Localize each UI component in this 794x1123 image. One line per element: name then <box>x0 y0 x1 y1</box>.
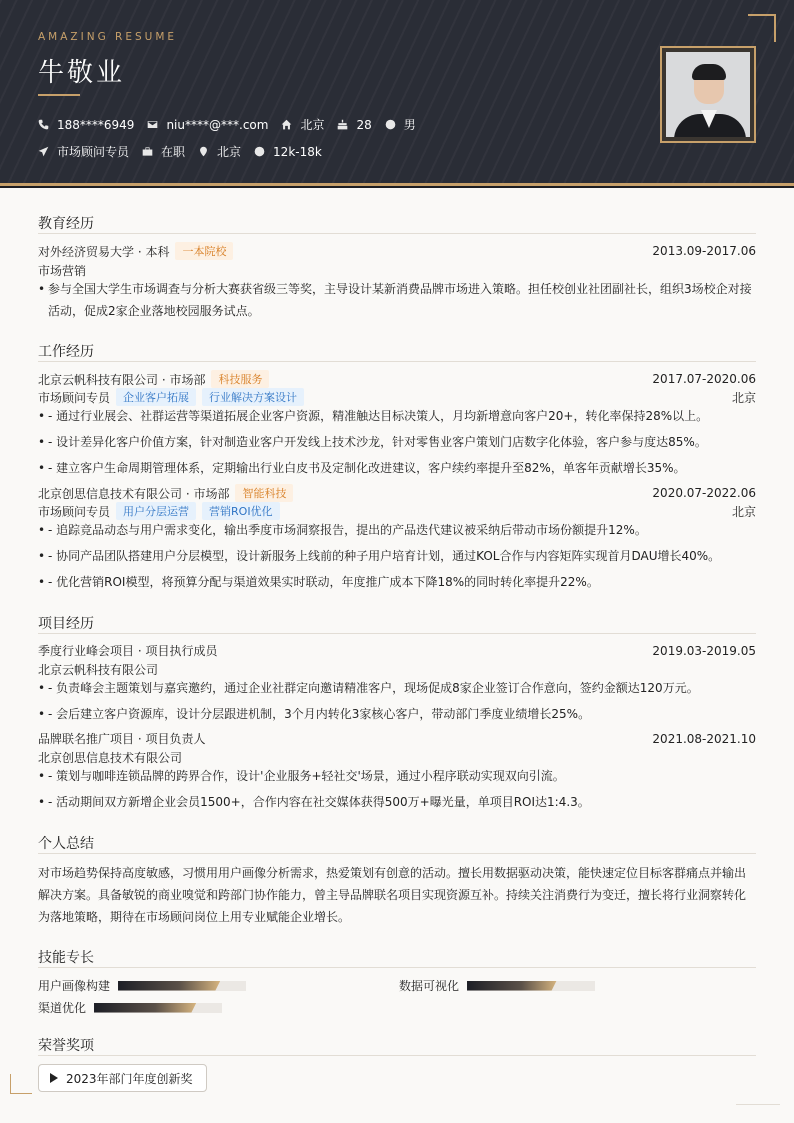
skill-bar-fill <box>118 981 220 991</box>
job-bullet-text: - 设计差异化客户价值方案，针对制造业客户开发线上技术沙龙，针对零售业客户策划门店数字化体验，客户参与度达85%。 <box>48 435 707 449</box>
section-divider <box>38 233 756 234</box>
education-dates: 2013.09-2017.06 <box>652 244 756 258</box>
corner-ornament <box>748 14 776 42</box>
gender-text: 男 <box>403 118 416 132</box>
job-role-row <box>38 388 756 406</box>
bullet-dot: • <box>38 575 46 589</box>
candidate-name: 牛敬业 <box>38 58 126 88</box>
email-item <box>147 118 268 132</box>
phone-item <box>38 118 134 132</box>
school-name: 对外经济贸易大学 · 本科 <box>38 244 170 259</box>
corner-ornament <box>10 1074 32 1094</box>
skill-bar-fill <box>94 1003 196 1013</box>
location-text: 北京 <box>300 118 325 132</box>
section-title-education: 教育经历 <box>38 216 94 232</box>
map-pin-icon <box>198 146 209 157</box>
home-icon <box>281 119 292 130</box>
bullet-dot: • <box>38 795 46 809</box>
award-text: 2023年部门年度创新奖 <box>66 1071 193 1086</box>
section-divider <box>38 633 756 634</box>
skill-name: 数据可视化 <box>399 979 460 993</box>
cake-icon <box>337 119 348 130</box>
skill-name: 渠道优化 <box>38 1001 87 1015</box>
bullet-dot: • <box>38 549 46 563</box>
footer-rule <box>736 1104 780 1105</box>
bullet-dot: • <box>38 409 46 423</box>
job-bullet-text: - 优化营销ROI模型，将预算分配与渠道效果实时联动，年度推广成本下降18%的同时转化率提升22%。 <box>48 575 599 589</box>
job-bullet <box>38 571 756 593</box>
bullet-dot: • <box>38 769 46 783</box>
summary-text: 对市场趋势保持高度敏感，习惯用用户画像分析需求，热爱策划有创意的活动。擅长用数据驱动决策，能快速定位目标客群痛点并输出解决方案。具备敏锐的商业嗅觉和跨部门协作能力，曾主导品牌联名项目实现资源互补。持续关注消费行为变迁，擅长将行业洞察转化为落地策略，期待在市场顾问岗位上用专业赋能企业增长。 <box>38 866 747 924</box>
bullet-dot: • <box>38 681 46 695</box>
job-city: 北京 <box>731 504 756 519</box>
send-icon <box>38 146 49 157</box>
age-text: 28 <box>356 117 372 132</box>
intent-row <box>38 143 335 160</box>
skill-item <box>38 977 246 994</box>
project-dates: 2019.03-2019.05 <box>652 643 756 658</box>
job-skill-tag: 企业客户拓展 <box>116 388 196 406</box>
coin-icon <box>254 146 265 157</box>
job-company: 北京云帆科技有限公司 · 市场部 <box>38 372 206 387</box>
section-divider <box>38 967 756 968</box>
phone-icon <box>38 119 49 130</box>
job-city: 北京 <box>731 390 756 405</box>
project-bullet <box>38 791 756 813</box>
education-major: 市场营销 <box>38 264 87 278</box>
bullet-dot: • <box>38 435 46 449</box>
status-text: 在职 <box>161 145 186 159</box>
job-bullet <box>38 545 756 567</box>
job-industry-tag: 智能科技 <box>235 484 293 502</box>
bullet-dot: • <box>38 461 46 475</box>
status-item <box>142 143 185 160</box>
bullet-dot: • <box>38 523 46 537</box>
gender-item <box>385 116 416 133</box>
job-bullet-text: - 建立客户生命周期管理体系，定期输出行业白皮书及定制化改进建议，客户续约率提升至82%，单客年贡献增长35%。 <box>48 461 686 475</box>
mail-icon <box>147 119 158 130</box>
job-role-row <box>38 502 756 520</box>
section-divider <box>38 853 756 854</box>
project-header-row <box>38 730 756 747</box>
project-dates: 2021.08-2021.10 <box>652 731 756 746</box>
project-bullet <box>38 765 756 787</box>
education-bullet-text: 参与全国大学生市场调查与分析大赛获省级三等奖，主导设计某新消费品牌市场进入策略。担任校创业社团副社长，组织3场校企对接活动，促成2家企业落地校园服务试点。 <box>48 282 752 318</box>
location-item <box>281 116 324 133</box>
skill-bar-track <box>94 1003 222 1013</box>
phone-text: 188****6949 <box>57 117 135 132</box>
photo-hair <box>692 64 726 80</box>
project-bullet <box>38 703 756 725</box>
salary-text: 12k-18k <box>273 144 322 159</box>
job-company: 北京创思信息技术有限公司 · 市场部 <box>38 486 230 501</box>
section-title-work: 工作经历 <box>38 344 94 360</box>
section-title-summary: 个人总结 <box>38 836 94 852</box>
project-bullet-text: - 负责峰会主题策划与嘉宾邀约，通过企业社群定向邀请精准客户，现场促成8家企业签订合作意向，签约金额达120万元。 <box>48 681 699 695</box>
job-role: 市场顾问专员 <box>38 390 111 405</box>
skill-bar-track <box>118 981 246 991</box>
section-title-projects: 项目经历 <box>38 616 94 632</box>
project-name: 品牌联名推广项目 · 项目负责人 <box>38 732 206 746</box>
briefcase-icon <box>142 146 153 157</box>
project-name: 季度行业峰会项目 · 项目执行成员 <box>38 644 218 658</box>
education-row <box>38 242 756 260</box>
header-dark-rule <box>0 186 794 188</box>
job-skill-tag: 营销ROI优化 <box>202 502 280 520</box>
role-item <box>38 143 129 160</box>
job-bullet-text: - 协同产品团队搭建用户分层模型，设计新服务上线前的种子用户培育计划，通过KOL合作与内容矩阵实现首月DAU增长40%。 <box>48 549 721 563</box>
section-divider <box>38 361 756 362</box>
job-bullet-text: - 追踪竞品动态与用户需求变化，输出季度市场洞察报告，提出的产品迭代建议被采纳后带动市场份额提升12%。 <box>48 523 647 537</box>
project-bullet-text: - 会后建立客户资源库，设计分层跟进机制，3个月内转化3家核心客户，带动部门季度业绩增长25%。 <box>48 707 591 721</box>
bullet-dot: • <box>38 282 46 296</box>
job-bullet-text: - 通过行业展会、社群运营等渠道拓展企业客户资源，精准触达目标决策人，月均新增意向客户20+，转化率保持28%以上。 <box>48 409 709 423</box>
section-title-skills: 技能专长 <box>38 950 94 966</box>
job-skill-tag: 行业解决方案设计 <box>202 388 304 406</box>
job-role: 市场顾问专员 <box>38 504 111 519</box>
job-bullet <box>38 405 756 427</box>
skill-bar-track <box>467 981 595 991</box>
job-dates: 2017.07-2020.06 <box>652 372 756 386</box>
project-header-row <box>38 642 756 659</box>
project-org: 北京云帆科技有限公司 <box>38 663 159 677</box>
job-header-row <box>38 370 756 388</box>
age-item <box>337 118 371 132</box>
school-tag: 一本院校 <box>175 242 233 260</box>
profile-photo <box>666 52 750 137</box>
job-bullet <box>38 457 756 479</box>
city-text: 北京 <box>217 145 242 159</box>
bullet-dot: • <box>38 707 46 721</box>
job-dates: 2020.07-2022.06 <box>652 486 756 500</box>
play-triangle-icon <box>50 1073 58 1083</box>
salary-item <box>254 145 322 159</box>
job-header-row <box>38 484 756 502</box>
city-item <box>198 143 241 160</box>
job-bullet <box>38 519 756 541</box>
profile-photo-frame <box>660 46 756 143</box>
role-text: 市场顾问专员 <box>57 145 130 159</box>
skill-bar-fill <box>467 981 557 991</box>
skill-item <box>38 999 222 1016</box>
name-underline <box>38 94 80 96</box>
job-bullet <box>38 431 756 453</box>
award-chip <box>38 1064 207 1092</box>
education-bullet <box>38 278 756 322</box>
section-divider <box>38 1055 756 1056</box>
contact-row <box>38 116 429 133</box>
resume-header <box>0 0 794 183</box>
skill-item <box>399 977 595 994</box>
project-bullet <box>38 677 756 699</box>
project-bullet-text: - 活动期间双方新增企业会员1500+，合作内容在社交媒体获得500万+曝光量，单项目ROI达1:4.3。 <box>48 795 590 809</box>
job-industry-tag: 科技服务 <box>211 370 269 388</box>
job-skill-tag: 用户分层运营 <box>116 502 196 520</box>
project-org: 北京创思信息技术有限公司 <box>38 751 183 765</box>
header-eyebrow: AMAZING RESUME <box>38 31 178 43</box>
face-icon <box>385 119 396 130</box>
section-title-awards: 荣誉奖项 <box>38 1038 94 1054</box>
email-text: niu****@***.com <box>166 117 269 132</box>
project-bullet-text: - 策划与咖啡连锁品牌的跨界合作，设计'企业服务+轻社交'场景，通过小程序联动实现双向引流。 <box>48 769 565 783</box>
skill-name: 用户画像构建 <box>38 979 111 993</box>
